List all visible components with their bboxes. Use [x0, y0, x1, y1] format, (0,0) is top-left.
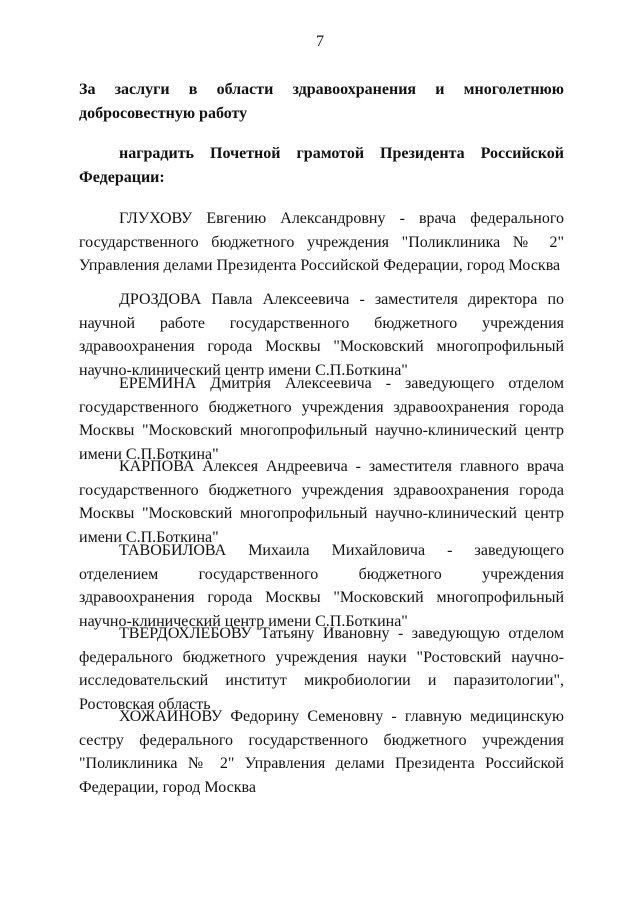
awardee-entry: ТВЕРДОХЛЕБОВУ Татьяну Ивановну - заведующую отделом федерального бюджетного учреждения науки "Ростовский научно-исследовательский институт микробиологии и паразитологии", Ростовская область: [79, 625, 564, 713]
awardee-entry: КАРПОВА Алексея Андреевича - заместителя главного врача государственного бюджетного учреждения здравоохранения города Москвы "Московский многопрофильный научно-клинический центр имени С.П.Боткина": [79, 458, 564, 546]
preamble-text: За заслуги в области здравоохранения и многолетнюю добросовестную работу: [79, 81, 564, 122]
awardee-entry: ДРОЗДОВА Павла Алексеевича - заместителя директора по научной работе государственного бюджетного учреждения здравоохранения города Москвы "Московский многопрофильный научно-клинический центр имени С.П.Боткина": [79, 291, 564, 379]
awardee-entry: ХОЖАИНОВУ Федорину Семеновну - главную медицинскую сестру федерального государственного бюджетного учреждения "Поликлиника № 2" Управления делами Президента Российской Федерации, город Москва: [79, 708, 564, 796]
awardee-entry: ГЛУХОВУ Евгению Александровну - врача федерального государственного бюджетного учреждения "Поликлиника № 2" Управления делами Президента Российской Федерации, город Москва: [79, 210, 564, 274]
awardee-entry: ТАВОБИЛОВА Михаила Михайловича - заведующего отделением государственного бюджетного учреждения здравоохранения города Москвы "Московский многопрофильный научно-клинический центр имени С.П.Боткина": [79, 542, 564, 630]
award-statement: наградить Почетной грамотой Президента Российской Федерации:: [79, 145, 564, 186]
page-number: 7: [316, 33, 324, 50]
awardee-entry: ЕРЕМИНА Дмитрия Алексеевича - заведующего отделом государственного бюджетного учреждения здравоохранения города Москвы "Московский многопрофильный научно-клинический центр имени С.П.Боткина": [79, 375, 564, 463]
